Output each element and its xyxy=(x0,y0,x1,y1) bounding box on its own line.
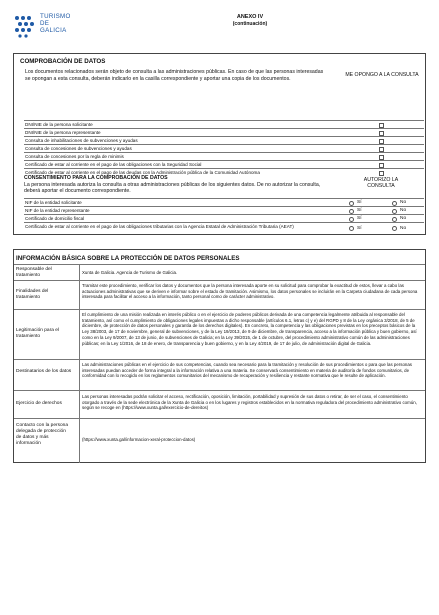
oppose-checkbox[interactable] xyxy=(379,131,384,136)
privacy-row: Legitimación para el tratamiento El cumplimiento de una misión realizada en interés público o en el ejercicio de poderes públicos derivada de una competencia legalmente atribuida al responsable del tratamiento, así como el cumplimiento de obligaciones legales impuestas a dicho responsable (artículos 6.1, letras c) y e) del RGPD y 8 de la Ley orgánica 3/2018, de 5 de diciembre, de protección de datos personales y garantía de los derechos digitales). En concreto, la competencia y las obligaciones previstas en los preceptos básicos de la Ley 38/2003, de 17 de noviembre, general de subvenciones, y de la Ley 19/2013, de 9 de diciembre, de transparencia, acceso a la información pública y buen gobierno, así como en la Ley 9/2007, de 13 de junio, de subvenciones de Galicia; en la Ley 39/2015, de 1 de octubre, del procedimiento administrativo común de las administraciones públicas; en la Ley 1/2016, de 18 de enero, de transparencia y buen gobierno, y en la Ley 4/2019, de 17 de julio, de administración digital de Galicia. xyxy=(14,309,425,360)
no-radio[interactable] xyxy=(392,217,397,222)
data-protection-title: INFORMACIÓN BÁSICA SOBRE LA PROTECCIÓN DE DATOS PERSONALES xyxy=(16,255,240,262)
oppose-checkbox[interactable] xyxy=(379,139,384,144)
annex-heading xyxy=(220,14,280,27)
privacy-row: Destinatarios de los datos Las administraciones públicas en el ejercicio de sus competencias, cuando sea necesario para la tramitación y resolución de sus procedimientos o para que las personas interesadas puedan acceder de forma integral a la información relativa a una materia. Se conservará consentimiento en materia de auditoría de fondos comunitarios, de conformidad con lo recogido en los reglamentos comunitarios del mecanismo de recuperación y resiliencia y restante normativa que le resulte de aplicación. xyxy=(14,359,425,391)
no-radio[interactable] xyxy=(392,209,397,214)
privacy-row: Responsable del tratamiento Xunta de Galicia. Agencia de Turismo de Galicia. xyxy=(14,264,425,281)
galicia-emblem-icon xyxy=(13,14,37,38)
privacy-row: Contacto con la persona delegada de protección de datos y más información (https://www.xunta.gal/informacion-xeral-proteccion-datos) xyxy=(14,418,425,463)
oppose-checkbox[interactable] xyxy=(379,123,384,128)
data-protection-section xyxy=(13,249,426,463)
authorization-row: Certificado de domicilio fiscal Sí No xyxy=(24,214,424,223)
oppose-checkbox[interactable] xyxy=(379,163,384,168)
oppose-checkbox[interactable] xyxy=(379,155,384,160)
annex-subtitle: (continuación) xyxy=(232,21,268,27)
authorization-row: Certificado de estar al corriente en el pago de las obligaciones tributarias con la Agencia Estatal de Administración Tributaria (AEAT) Sí No xyxy=(24,222,424,236)
oppose-column-header: ME OPONGO A LA CONSULTA xyxy=(345,72,419,78)
logo-wordmark: TURISMO DE GALICIA xyxy=(40,13,71,34)
annex-title: ANEXO IV xyxy=(236,14,264,20)
yes-radio[interactable] xyxy=(349,201,354,206)
verification-row: Consulta de concesiones por la regla de minimis xyxy=(24,152,424,161)
authorization-row: NIF de la entidad solicitante Sí No xyxy=(24,198,424,207)
consent-title: CONSENTIMIENTO PARA LA COMPROBACIÓN DE DATOS xyxy=(24,175,168,181)
turismo-galicia-logo xyxy=(13,12,93,44)
verification-row: Certificado de estar al corriente en el pago de las deudas con la Administración pública de la Comunidad Autónoma xyxy=(24,168,424,177)
verification-row: DNI/NIE de la persona solicitante xyxy=(24,120,424,129)
oppose-checkbox[interactable] xyxy=(379,171,384,176)
verification-intro: Los documentos relacionados serán objeto de consulta a las administraciones públicas. En caso de que las personas interesadas se opongan a esta consulta, deberán indicarlo en la casilla correspondiente y aportar una copia de los documentos. xyxy=(25,69,324,82)
authorization-row: NIF de la entidad representante Sí No xyxy=(24,206,424,215)
no-radio[interactable] xyxy=(392,226,397,231)
verification-row: Certificado de estar al corriente en el pago de las obligaciones con la Seguridad Social xyxy=(24,160,424,169)
oppose-checkbox[interactable] xyxy=(379,147,384,152)
section-title: COMPROBACIÓN DE DATOS xyxy=(20,58,106,65)
verification-row: Consulta de concesiones de subvenciones y ayudas xyxy=(24,144,424,153)
privacy-contact-link[interactable]: (https://www.xunta.gal/informacion-xeral-proteccion-datos) xyxy=(82,437,196,442)
consent-text: La persona interesada autoriza la consulta a otras administraciones públicas de los siguientes datos. De no autorizar la consulta, deberá aportar el documento correspondiente. xyxy=(24,182,321,195)
authorize-column-header: AUTORIZO LA CONSULTA xyxy=(363,177,399,190)
verification-row: Consulta de inhabilitaciones de subvenciones y ayudas xyxy=(24,136,424,145)
yes-radio[interactable] xyxy=(349,226,354,231)
yes-radio[interactable] xyxy=(349,217,354,222)
verification-row: DNI/NIE de la persona representante xyxy=(24,128,424,137)
data-verification-section xyxy=(13,53,426,235)
no-radio[interactable] xyxy=(392,201,397,206)
privacy-row: Ejercicio de derechos Las personas interesadas podrán solicitar el acceso, rectificación, oposición, limitación, portabilidad y supresión de sus datos o retirar, de ser el caso, el consentimiento otorgado a través de la sede electrónica de la Xunta de Galicia o en los lugares y registros establecidos en la normativa reguladora del procedimiento administrativo común, según se recoge en (https://www.xunta.gal/exercicio-de-dereitos) xyxy=(14,390,425,419)
privacy-row: Finalidades del tratamiento Tramitar este procedimiento, verificar los datos y documentos que la persona interesada aporte en su solicitud para comprobar la exactitud de estos, llevar a cabo las actuaciones administrativas que se deriven e informar sobre el estado de tramitación. Asimismo, los datos personales se incluirán en la Carpeta ciudadana de cada persona interesada para facilitar el acceso a la información, tanto personal como de carácter administrativo. xyxy=(14,280,425,310)
yes-radio[interactable] xyxy=(349,209,354,214)
